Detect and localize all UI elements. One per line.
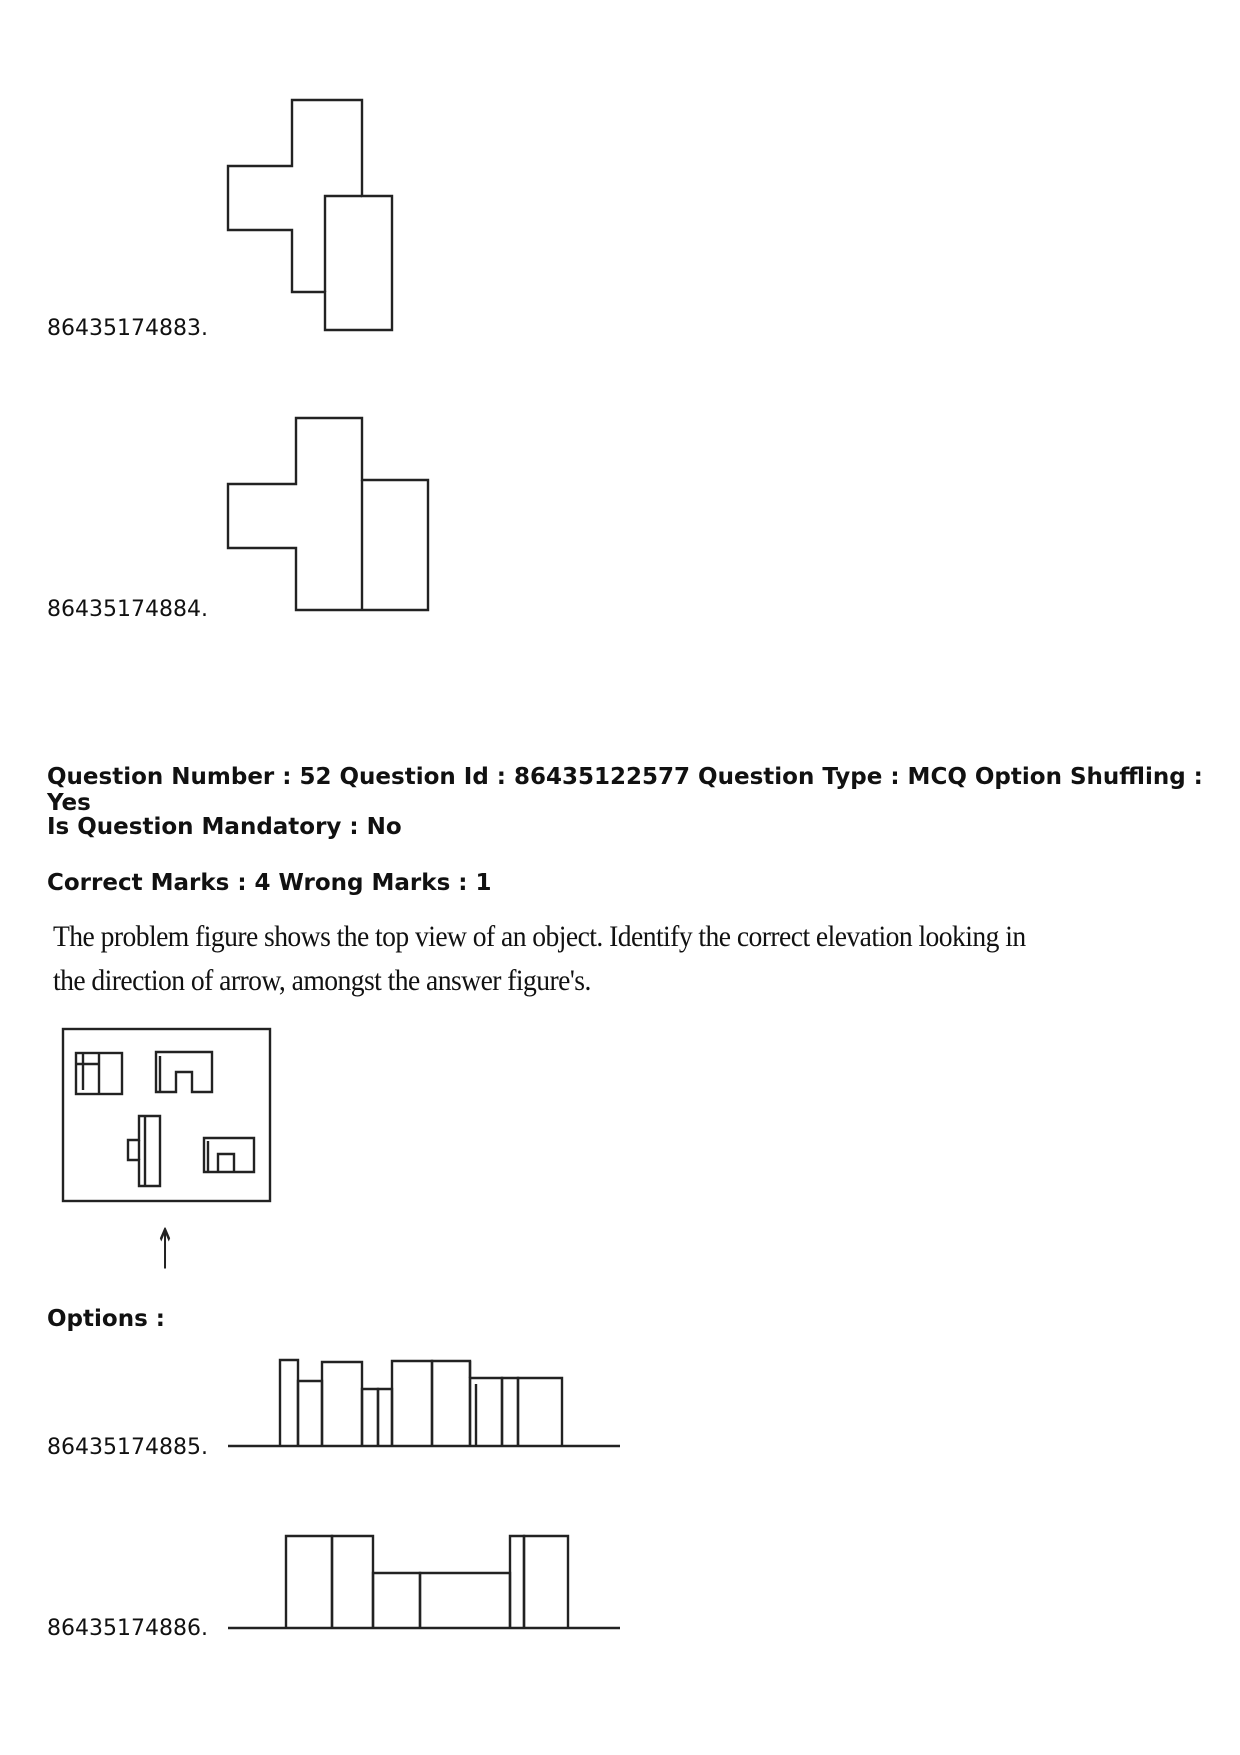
options-label: Options : [47, 1306, 165, 1332]
direction-arrow-icon: ↑ [155, 1218, 176, 1283]
question-marks: Correct Marks : 4 Wrong Marks : 1 [47, 870, 492, 896]
question-mandatory: Is Question Mandatory : No [47, 814, 402, 840]
option-id-3: 86435174885. [47, 1435, 208, 1460]
option-id-4: 86435174886. [47, 1616, 208, 1641]
question-text-line-1: The problem figure shows the top view of an object. Identify the correct elevation looking in [53, 920, 1026, 953]
option-id-2: 86435174884. [47, 597, 208, 622]
question-header: Question Number : 52 Question Id : 86435122577 Question Type : MCQ Option Shuffling : Yes [47, 764, 1203, 816]
question-text-line-2: the direction of arrow, amongst the answer figure's. [53, 964, 591, 997]
option-id-1: 86435174883. [47, 316, 208, 341]
option-figure-4 [0, 0, 1, 1]
